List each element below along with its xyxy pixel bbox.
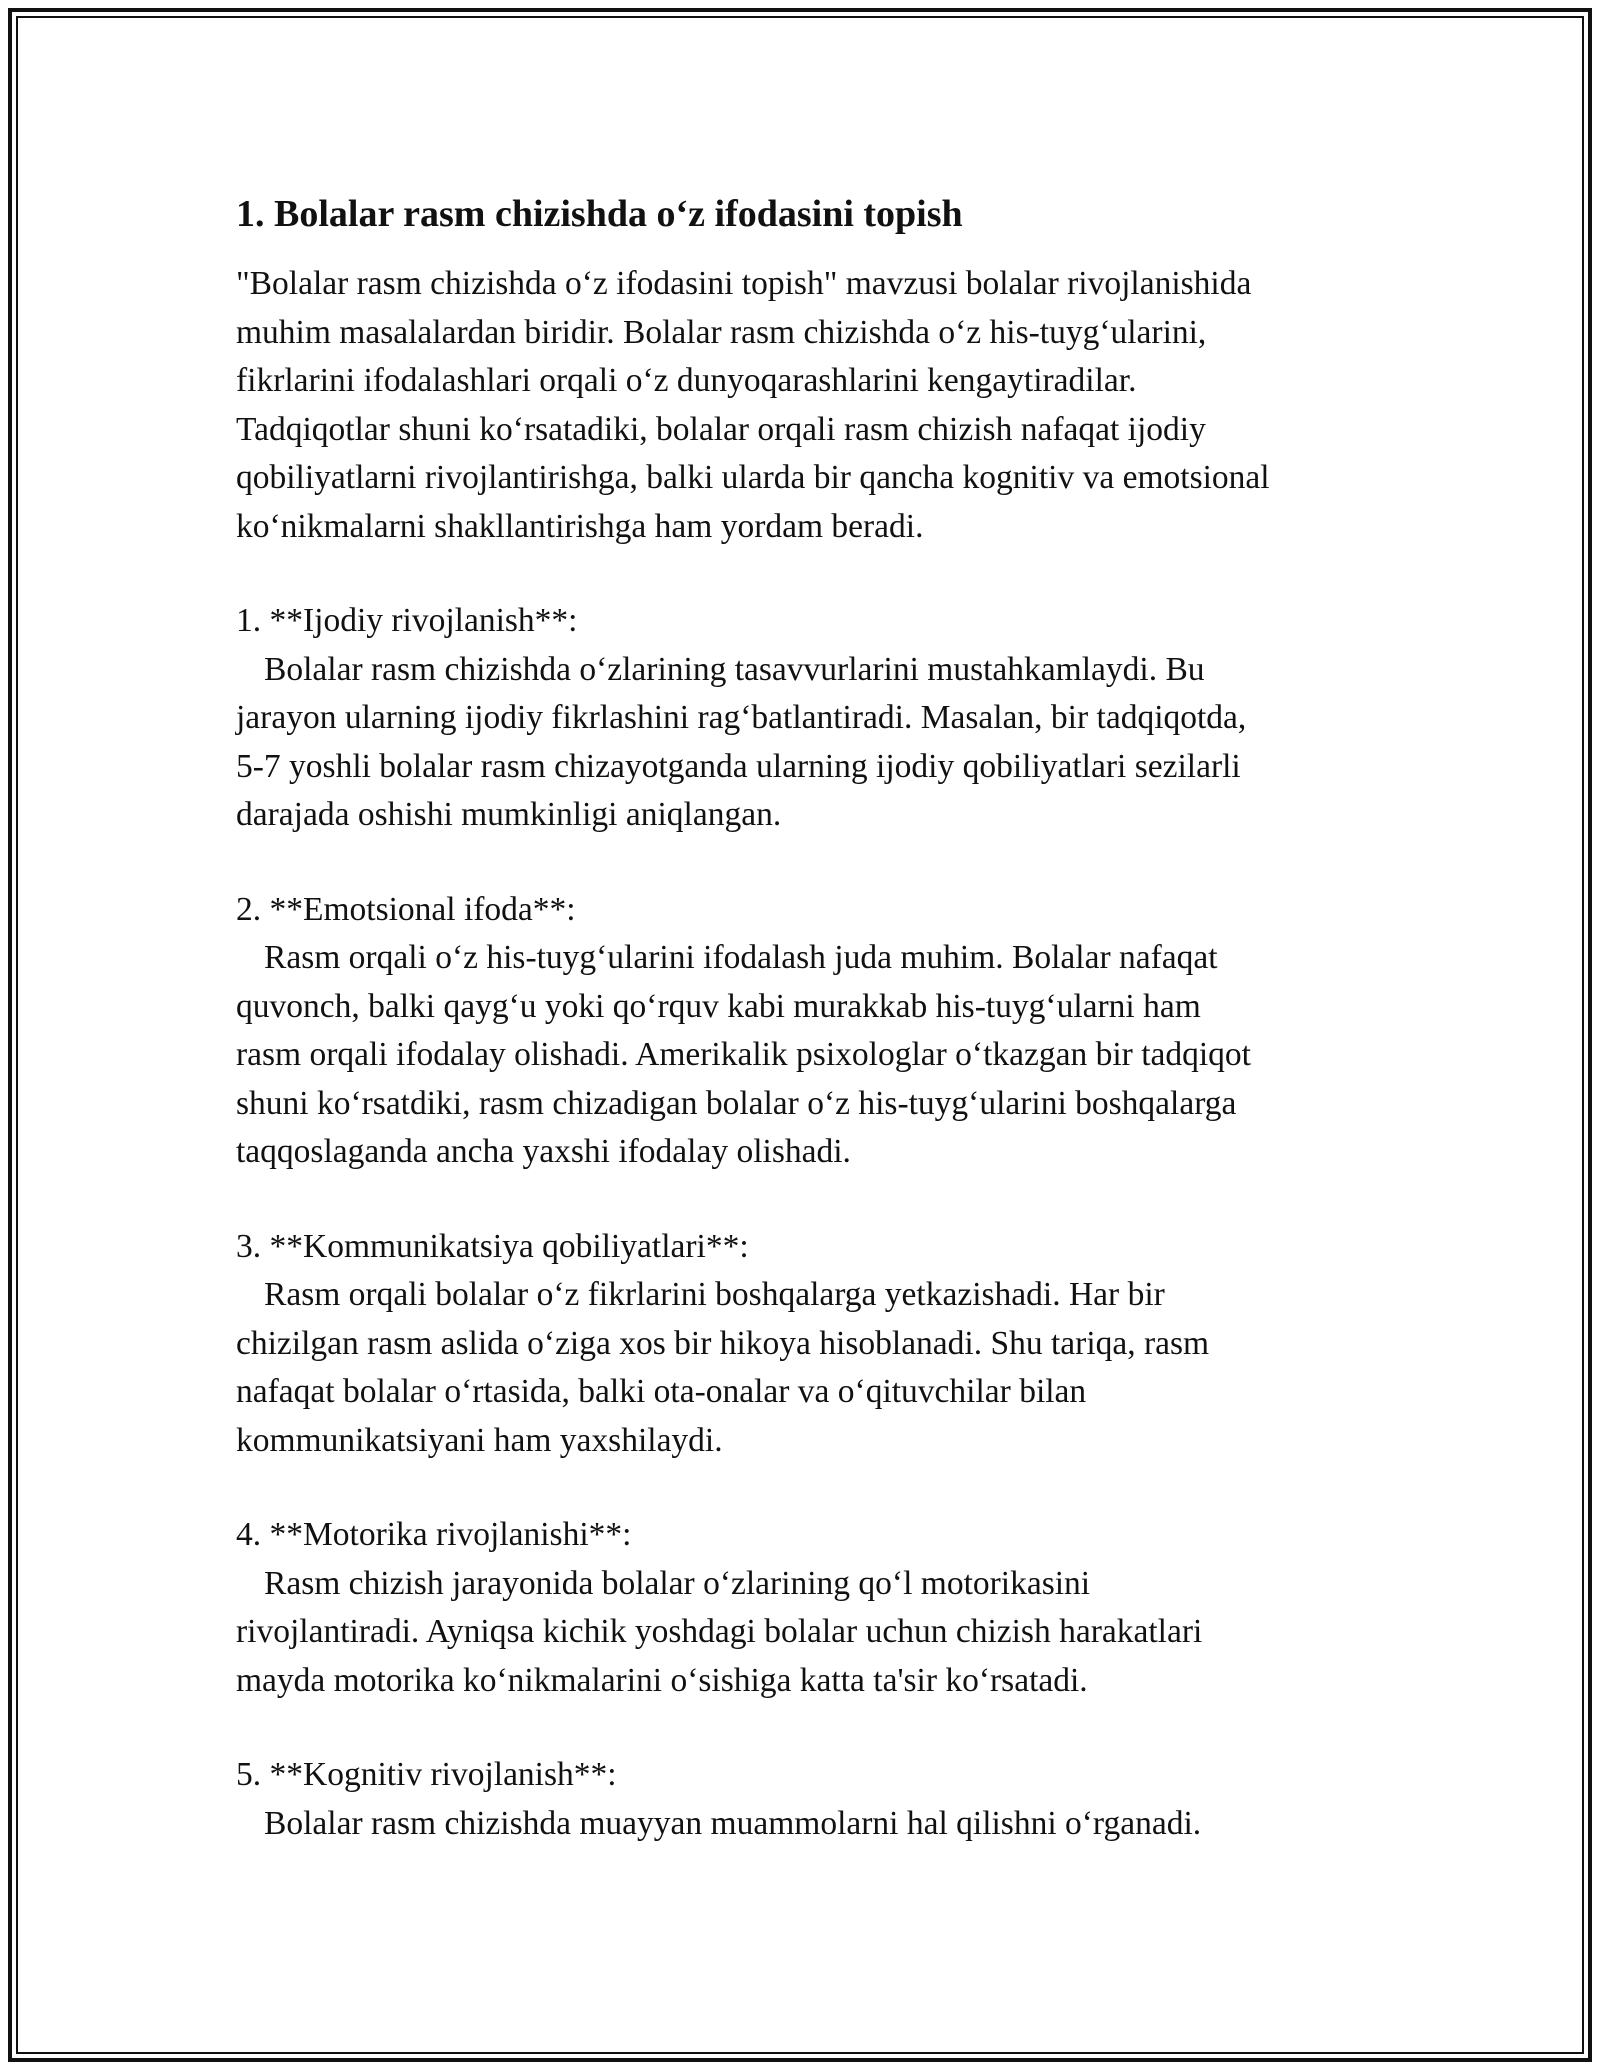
section-body-text: Rasm orqali bolalar o‘z fikrlarini boshqalarga yetkazishadi. Har bir chizilgan rasm aslida o‘ziga xos bir hikoya hisoblanadi. Shu tariqa, rasm nafaqat bolalar o‘rtasida, balki ota-onalar va o‘qituvchilar bilan kommunikatsiyani ham yaxshilaydi. [236, 1276, 1210, 1459]
section-kommunikatsiya [236, 1223, 1416, 1466]
section-emotsional-ifoda [236, 886, 1416, 1177]
section-body-text: Bolalar rasm chizishda o‘zlarining tasavvurlarini mustahkamlaydi. Bu jarayon ularning ijodiy fikrlashini rag‘batlantiradi. Masalan, bir tadqiqotda, 5-7 yoshli bolalar rasm chizayotganda ularning ijodiy qobiliyatlari sezilarli darajada oshishi mumkinligi aniqlangan. [236, 650, 1247, 833]
section-heading: 1. **Ijodiy rivojlanish**: [236, 602, 578, 639]
section-body [236, 1800, 1416, 1849]
section-heading: 5. **Kognitiv rivojlanish**: [236, 1756, 617, 1793]
section-heading: 3. **Kommunikatsiya qobiliyatlari**: [236, 1227, 749, 1265]
section-body [236, 1560, 1416, 1706]
section-body-text: Bolalar rasm chizishda muayyan muammolarni hal qilishni o‘rganadi. [264, 1804, 1202, 1842]
document-title: 1. Bolalar rasm chizishda o‘z ifodasini topish [236, 193, 963, 235]
section-body [236, 646, 1416, 840]
section-kognitiv [236, 1751, 1416, 1848]
intro-paragraph: "Bolalar rasm chizishda o‘z ifodasini topish" mavzusi bolalar rivojlanishida muhim masalalardan biridir. Bolalar rasm chizishda o‘z his-tuyg‘ularini, fikrlarini ifodalashlari orqali o‘z dunyoqarashlarini kengaytiradilar. Tadqiqotlar shuni ko‘rsatadiki, bolalar orqali rasm chizish nafaqat ijodiy qobiliyatlarni rivojlantirishga, balki ularda bir qancha kognitiv va emotsional ko‘nikmalarni shakllantirishga ham yordam beradi. [236, 265, 1270, 545]
document-body [236, 186, 1416, 1848]
section-body-text: Rasm orqali o‘z his-tuyg‘ularini ifodalash juda muhim. Bolalar nafaqat quvonch, balki qayg‘u yoki qo‘rquv kabi murakkab his-tuyg‘ularni ham rasm orqali ifodalay olishadi. Amerikalik psixologlar o‘tkazgan bir tadqiqot shuni ko‘rsatdiki, rasm chizadigan bolalar o‘z his-tuyg‘ularini boshqalarga taqqoslaganda ancha yaxshi ifodalay olishadi. [236, 939, 1251, 1170]
section-body [236, 934, 1416, 1177]
section-ijodiy-rivojlanish [236, 597, 1416, 840]
section-body [236, 1271, 1416, 1465]
section-motorika [236, 1511, 1416, 1705]
section-heading: 4. **Motorika rivojlanishi**: [236, 1516, 632, 1553]
section-body-text: Rasm chizish jarayonida bolalar o‘zlarining qo‘l motorikasini rivojlantiradi. Ayniqsa kichik yoshdagi bolalar uchun chizish harakatlari mayda motorika ko‘nikmalarini o‘sishiga katta ta'sir ko‘rsatadi. [236, 1564, 1203, 1699]
section-heading: 2. **Emotsional ifoda**: [236, 890, 576, 928]
